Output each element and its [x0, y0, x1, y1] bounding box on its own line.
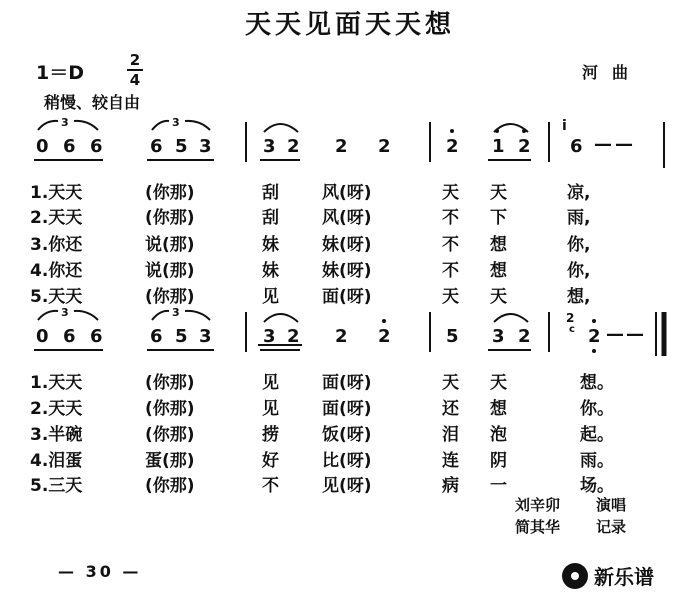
lyric: 凉,	[567, 183, 591, 203]
lyric: 不	[442, 235, 459, 255]
note: 3	[199, 136, 212, 157]
lyric: 连	[442, 451, 459, 471]
extension-dash: —	[606, 324, 622, 345]
lyric: 5.三天	[30, 476, 83, 496]
extension-dash: —	[615, 134, 631, 155]
octave-mark: i	[562, 118, 567, 134]
note: 6	[570, 136, 583, 157]
lyric: 捞	[262, 425, 279, 445]
slur	[494, 314, 528, 322]
meter-top: 2	[129, 51, 141, 69]
key-signature: 1＝D	[36, 62, 84, 84]
lyric: (你那)	[145, 208, 195, 228]
lyric: 不	[262, 476, 279, 496]
singer-name: 刘辛卯	[515, 496, 561, 514]
note: 6	[150, 136, 163, 157]
octave-dot	[450, 129, 454, 133]
lyric: 刮	[262, 183, 279, 203]
triplet-mark: 3	[172, 306, 180, 319]
lyric: 蛋(那)	[145, 451, 195, 471]
lyric: 见	[262, 373, 279, 393]
grace-note-mark: c	[569, 324, 575, 335]
note: 3	[263, 136, 276, 157]
lyric: 想	[490, 399, 507, 419]
triplet-mark: 3	[172, 116, 180, 129]
lyric: (你那)	[145, 476, 195, 496]
note: 2	[378, 326, 391, 347]
logo-text: 新乐谱	[594, 565, 654, 589]
slur	[264, 314, 298, 322]
note: 5	[175, 326, 188, 347]
lyric: 风(呀)	[322, 183, 372, 203]
lyric: 说(那)	[145, 235, 195, 255]
octave-dot	[592, 349, 596, 353]
note: 6	[63, 136, 76, 157]
lyric: 雨。	[580, 451, 614, 471]
lyric: 2.天天	[30, 208, 83, 228]
triplet-arc	[152, 121, 169, 130]
note: 6	[90, 136, 103, 157]
lyric: 天	[442, 287, 459, 307]
note: 6	[90, 326, 103, 347]
lyric: 天	[490, 183, 507, 203]
lyric: 想	[490, 235, 507, 255]
lyric: 想	[490, 261, 507, 281]
lyric: 妹(呀)	[322, 261, 372, 281]
lyric: 天	[490, 287, 507, 307]
lyric: 场。	[580, 476, 614, 496]
note: 2	[335, 326, 348, 347]
lyric: 你,	[567, 261, 591, 281]
extension-dash: —	[626, 324, 642, 345]
octave-dot	[382, 319, 386, 323]
recorder-role: 记录	[596, 518, 627, 536]
singer-role: 演唱	[596, 496, 627, 514]
lyric: 2.天天	[30, 399, 83, 419]
lyric: 妹(呀)	[322, 235, 372, 255]
note: 2	[446, 136, 459, 157]
triplet-arc	[74, 121, 98, 130]
lyric: 5.天天	[30, 287, 83, 307]
recorder-name: 简其华	[515, 518, 561, 536]
song-origin: 河曲	[581, 63, 642, 82]
grace-note: 2	[566, 311, 575, 325]
octave-dot	[495, 129, 499, 133]
lyric: 天	[490, 373, 507, 393]
lyric: (你那)	[145, 183, 195, 203]
octave-dot	[592, 319, 596, 323]
note: 3	[263, 326, 276, 347]
note: 0	[36, 136, 49, 157]
lyric: 雨,	[567, 208, 591, 228]
lyric: 好	[262, 451, 279, 471]
note: 3	[199, 326, 212, 347]
lyric: (你那)	[145, 399, 195, 419]
lyric: 3.你还	[30, 235, 83, 255]
lyric: 泪	[442, 425, 459, 445]
lyric: 妹	[262, 261, 279, 281]
lyric: (你那)	[145, 287, 195, 307]
lyric: 说(那)	[145, 261, 195, 281]
note: 6	[150, 326, 163, 347]
lyric: 想。	[580, 373, 614, 393]
triplet-arc	[38, 121, 58, 130]
lyric: 4.你还	[30, 261, 83, 281]
note: 2	[588, 326, 601, 347]
note: 5	[175, 136, 188, 157]
note: 0	[36, 326, 49, 347]
triplet-arc	[185, 311, 210, 320]
lyric: 你。	[580, 399, 614, 419]
lyric: 见	[262, 287, 279, 307]
lyric: 饭(呀)	[322, 425, 372, 445]
note: 2	[287, 136, 300, 157]
page-number: — 30 —	[58, 562, 142, 581]
triplet-mark: 3	[61, 116, 69, 129]
note: 2	[287, 326, 300, 347]
lyric: 面(呀)	[322, 373, 372, 393]
extension-dash: —	[594, 134, 610, 155]
lyric: 一	[490, 476, 507, 496]
lyric: 阴	[490, 451, 507, 471]
lyric: 见	[262, 399, 279, 419]
note: 2	[378, 136, 391, 157]
note: 2	[518, 326, 531, 347]
meter-bottom: 4	[129, 71, 141, 89]
lyric: 病	[442, 476, 459, 496]
lyric: 还	[442, 399, 459, 419]
note: 3	[492, 326, 505, 347]
lyric: (你那)	[145, 373, 195, 393]
triplet-arc	[74, 311, 98, 320]
octave-dot	[522, 129, 526, 133]
lyric: 不	[442, 208, 459, 228]
lyric: 3.半碗	[30, 425, 83, 445]
note: 2	[518, 136, 531, 157]
triplet-arc	[38, 311, 58, 320]
triplet-mark: 3	[61, 306, 69, 319]
lyric: 想,	[567, 287, 591, 307]
triplet-arc	[152, 311, 169, 320]
lyric: 比(呀)	[322, 451, 372, 471]
lyric: 见(呀)	[322, 476, 372, 496]
lyric: (你那)	[145, 425, 195, 445]
lyric: 风(呀)	[322, 208, 372, 228]
lyric: 4.泪蛋	[30, 451, 83, 471]
lyric: 1.天天	[30, 373, 83, 393]
slur	[264, 124, 298, 132]
lyric: 天	[442, 373, 459, 393]
lyric: 面(呀)	[322, 287, 372, 307]
lyric: 你,	[567, 235, 591, 255]
lyric: 1.天天	[30, 183, 83, 203]
note: 6	[63, 326, 76, 347]
lyric: 下	[490, 208, 507, 228]
note: 5	[446, 326, 459, 347]
lyric: 面(呀)	[322, 399, 372, 419]
lyric: 妹	[262, 235, 279, 255]
lyric: 刮	[262, 208, 279, 228]
lyric: 不	[442, 261, 459, 281]
page-title: 天天见面天天想	[244, 10, 455, 40]
triplet-arc	[185, 121, 210, 130]
note: 1	[492, 136, 505, 157]
lyric: 起。	[580, 425, 614, 445]
tempo-marking: 稍慢、较自由	[44, 93, 141, 112]
note: 2	[335, 136, 348, 157]
lyric: 泡	[490, 425, 507, 445]
lyric: 天	[442, 183, 459, 203]
